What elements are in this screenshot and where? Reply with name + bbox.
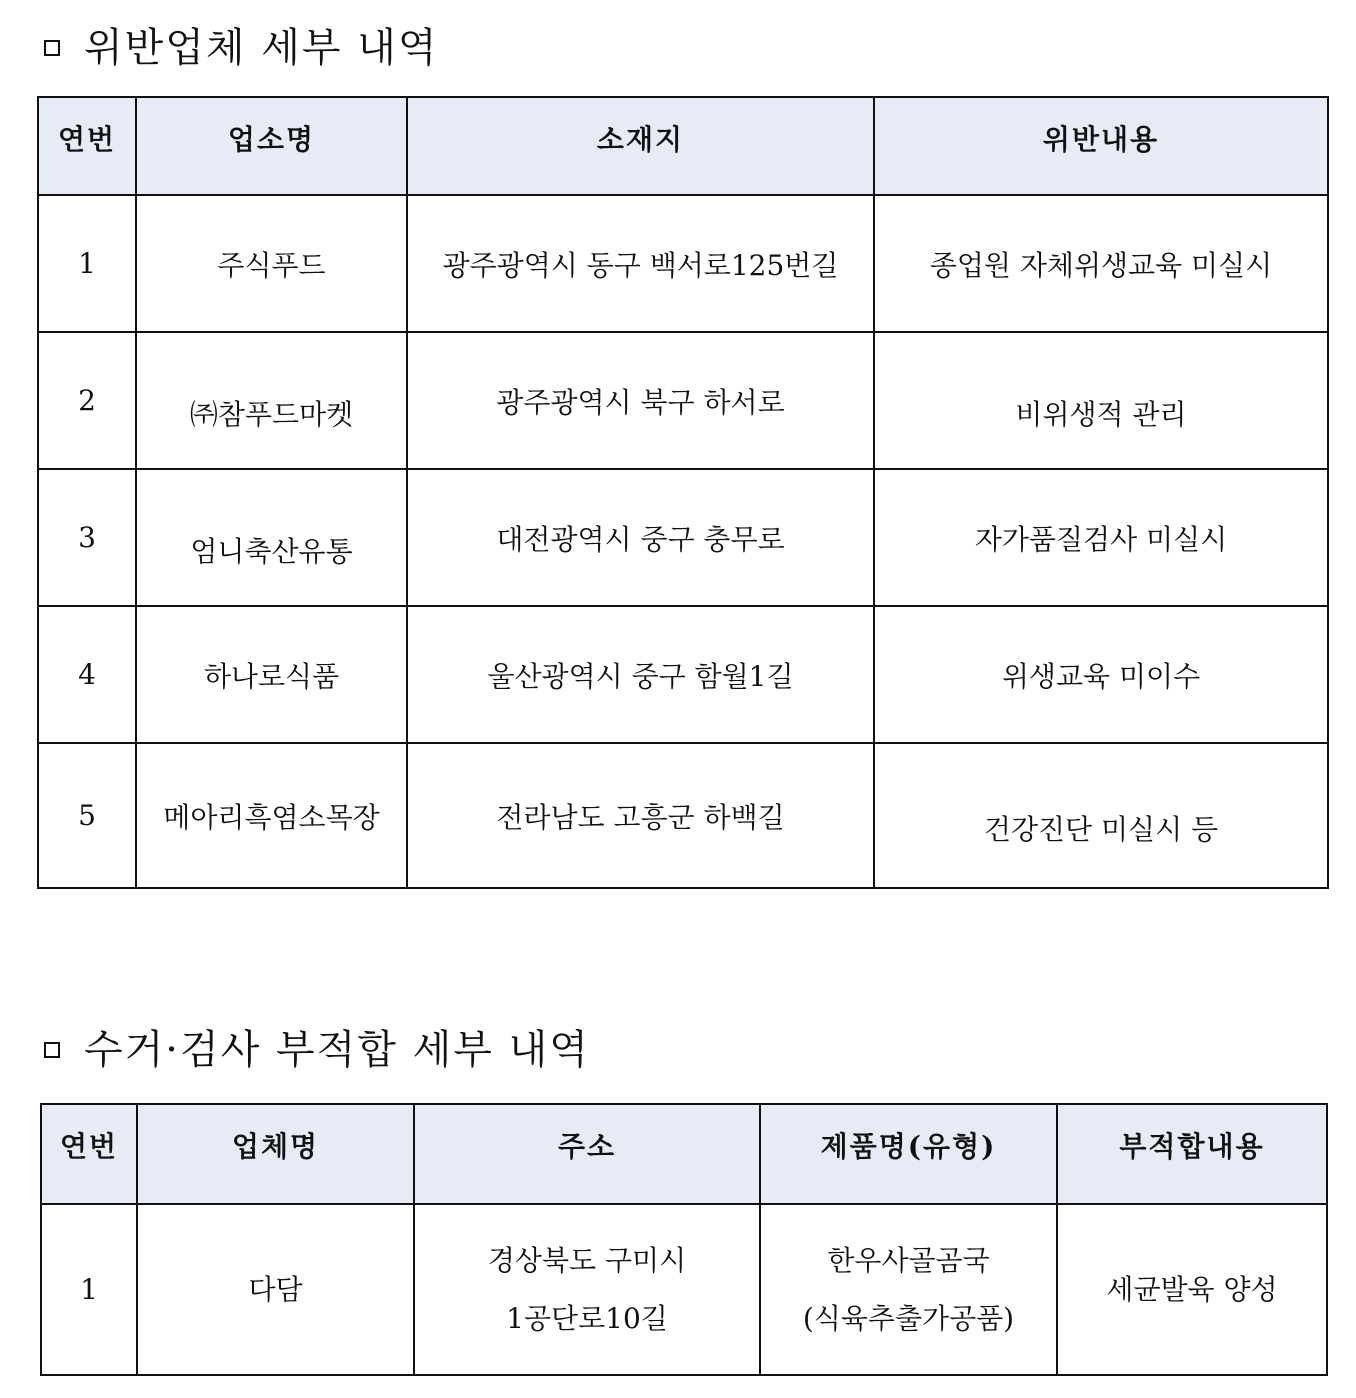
section-title-text: 위반업체 세부 내역 [84,25,439,71]
header-no: 연번 [41,1104,137,1204]
header-product: 제품명(유형) [760,1104,1057,1204]
cell-address: 전라남도 고흥군 하백길 [407,743,874,888]
header-no: 연번 [38,97,136,195]
cell-name: 주식푸드 [136,195,407,332]
table-row [38,195,1328,332]
product-line-1: 한우사골곰국 [827,1243,990,1277]
header-business-name: 업소명 [136,97,407,195]
cell-no: 2 [38,332,136,469]
cell-no: 3 [38,469,136,606]
product-line-2: (식육추출가공품) [802,1301,1015,1335]
table-header-row [41,1104,1327,1204]
cell-name: 엄니축산유통 [136,469,407,606]
header-address: 주소 [414,1104,760,1204]
table-row [38,606,1328,743]
table-row [38,469,1328,606]
cell-violation: 자가품질검사 미실시 [874,469,1328,606]
cell-violation: 건강진단 미실시 등 [874,743,1328,888]
cell-no: 5 [38,743,136,888]
cell-no: 4 [38,606,136,743]
cell-name: 하나로식품 [136,606,407,743]
cell-address: 광주광역시 동구 백서로125번길 [407,195,874,332]
cell-address: 대전광역시 중구 충무로 [407,469,874,606]
header-nonconformity: 부적합내용 [1057,1104,1327,1204]
table-row [38,332,1328,469]
header-violation: 위반내용 [874,97,1328,195]
cell-address: 울산광역시 중구 함월1길 [407,606,874,743]
table-row [41,1204,1327,1375]
address-line-2: 1공단로10길 [506,1301,668,1335]
cell-product [760,1204,1057,1375]
cell-address [414,1204,760,1375]
cell-address: 광주광역시 북구 하서로 [407,332,874,469]
square-bullet-icon [44,40,60,56]
cell-nonconformity: 세균발육 양성 [1057,1204,1327,1375]
cell-violation: 위생교육 미이수 [874,606,1328,743]
cell-no: 1 [38,195,136,332]
header-business-name: 업체명 [137,1104,414,1204]
cell-violation: 종업원 자체위생교육 미실시 [874,195,1328,332]
section-title-inspection [44,1027,590,1073]
table-header-row [38,97,1328,195]
cell-name: ㈜참푸드마켓 [136,332,407,469]
cell-violation: 비위생적 관리 [874,332,1328,469]
address-line-1: 경상북도 구미시 [487,1243,687,1277]
cell-no: 1 [41,1204,137,1375]
square-bullet-icon [44,1042,60,1058]
cell-name: 다담 [137,1204,414,1375]
violations-table [37,96,1329,889]
inspection-table [40,1103,1328,1376]
section-title-text: 수거·검사 부적합 세부 내역 [84,1027,590,1073]
header-address: 소재지 [407,97,874,195]
table-row [38,743,1328,888]
cell-name: 메아리흑염소목장 [136,743,407,888]
section-title-violations [44,25,439,71]
